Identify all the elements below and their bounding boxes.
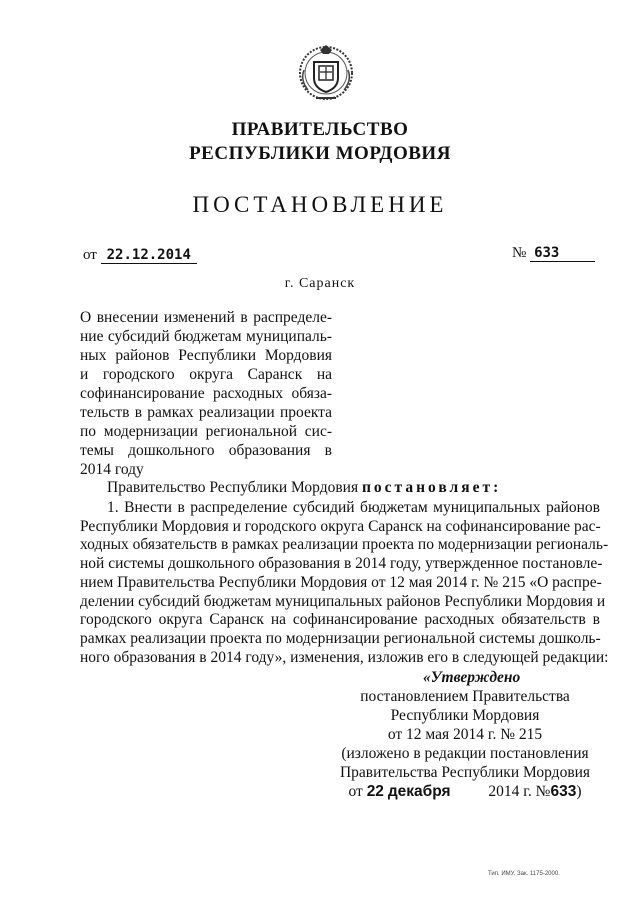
document-date: 22.12.2014 bbox=[101, 247, 197, 264]
approval-stamp-block bbox=[330, 668, 600, 801]
subject-line: 2014 году bbox=[80, 461, 144, 478]
approval-date-line bbox=[330, 782, 600, 801]
body-line: нием Правительства Республики Мордовия от 12 мая 2014 г. № 215 «О распре- bbox=[80, 573, 602, 591]
body-line: рамках реализации проекта по модернизации региональной системы дошколь- bbox=[80, 629, 601, 647]
subject-line: тельств в рамках реализации проекта bbox=[80, 404, 332, 421]
decree-lead: Правительство Республики Мордовия bbox=[107, 479, 359, 496]
date-prefix: от bbox=[83, 247, 97, 263]
body-line: городского округа Саранск на софинансирование расходных обязательств в bbox=[80, 611, 600, 629]
subject-block bbox=[80, 308, 332, 479]
approval-date-month: декабря bbox=[387, 783, 451, 800]
government-title-line1: ПРАВИТЕЛЬСТВО bbox=[231, 119, 409, 140]
body-line: ного образования в 2014 году», изменения, изложив его в следующей редакции: bbox=[80, 648, 609, 666]
subject-line: по модернизации региональной сис- bbox=[80, 423, 332, 440]
approval-date-close: ) bbox=[576, 783, 582, 800]
document-type-title: ПОСТАНОВЛЕНИЕ bbox=[192, 192, 448, 217]
city-label: г. Саранск bbox=[284, 276, 356, 291]
subject-line: ние субсидий бюджетам муниципаль- bbox=[80, 328, 332, 345]
body-line: делении субсидий бюджетам муниципальных районов Республики Мордовия и bbox=[80, 592, 606, 610]
decree-verb: постановляет: bbox=[361, 479, 502, 496]
document-number-line bbox=[512, 245, 595, 262]
approval-date-day: 22 bbox=[366, 783, 384, 800]
subject-line: и городского округа Саранск на bbox=[80, 366, 332, 383]
approval-date-number: 633 bbox=[550, 783, 577, 800]
approval-date-year: 2014 г. № bbox=[488, 783, 551, 800]
approval-line: Правительства Республики Мордовия bbox=[339, 764, 591, 781]
approval-line: от 12 мая 2014 г. № 215 bbox=[387, 726, 543, 743]
body-line: ной системы дошкольного образования в 2014 году, утвержденное постановле- bbox=[80, 555, 603, 573]
approval-line: постановлением Правительства bbox=[360, 688, 570, 705]
body-line: 1. Внести в распределение субсидий бюджетам муниципальных районов bbox=[107, 499, 600, 516]
subject-line: О внесении изменений в распределе- bbox=[80, 309, 332, 326]
approval-date-prefix: от bbox=[348, 783, 363, 800]
print-footer: Тип. ИМУ. Зак. 1175-2000. bbox=[488, 871, 560, 877]
government-title-line2: РЕСПУБЛИКИ МОРДОВИЯ bbox=[189, 143, 451, 164]
coat-of-arms-icon bbox=[294, 40, 358, 104]
body-line: ходных обязательств в рамках реализации проекта по модернизации региональ- bbox=[80, 536, 609, 554]
subject-line: софинансирование расходных обяза- bbox=[80, 385, 332, 402]
subject-line: ных районов Республики Мордовия bbox=[80, 347, 332, 364]
approval-line: Республики Мордовия bbox=[390, 707, 540, 724]
number-prefix: № bbox=[512, 245, 527, 261]
document-number: 633 bbox=[530, 245, 595, 262]
body-paragraph bbox=[80, 499, 609, 667]
approval-title: «Утверждено bbox=[423, 669, 521, 686]
subject-line: темы дошкольного образования в bbox=[80, 442, 332, 459]
document-date-line bbox=[83, 247, 197, 264]
approval-line: (изложено в редакции постановления bbox=[341, 745, 589, 762]
body-line: Республики Мордовия и городского округа Саранск на софинансирование рас- bbox=[80, 517, 601, 535]
decree-statement bbox=[107, 479, 501, 497]
